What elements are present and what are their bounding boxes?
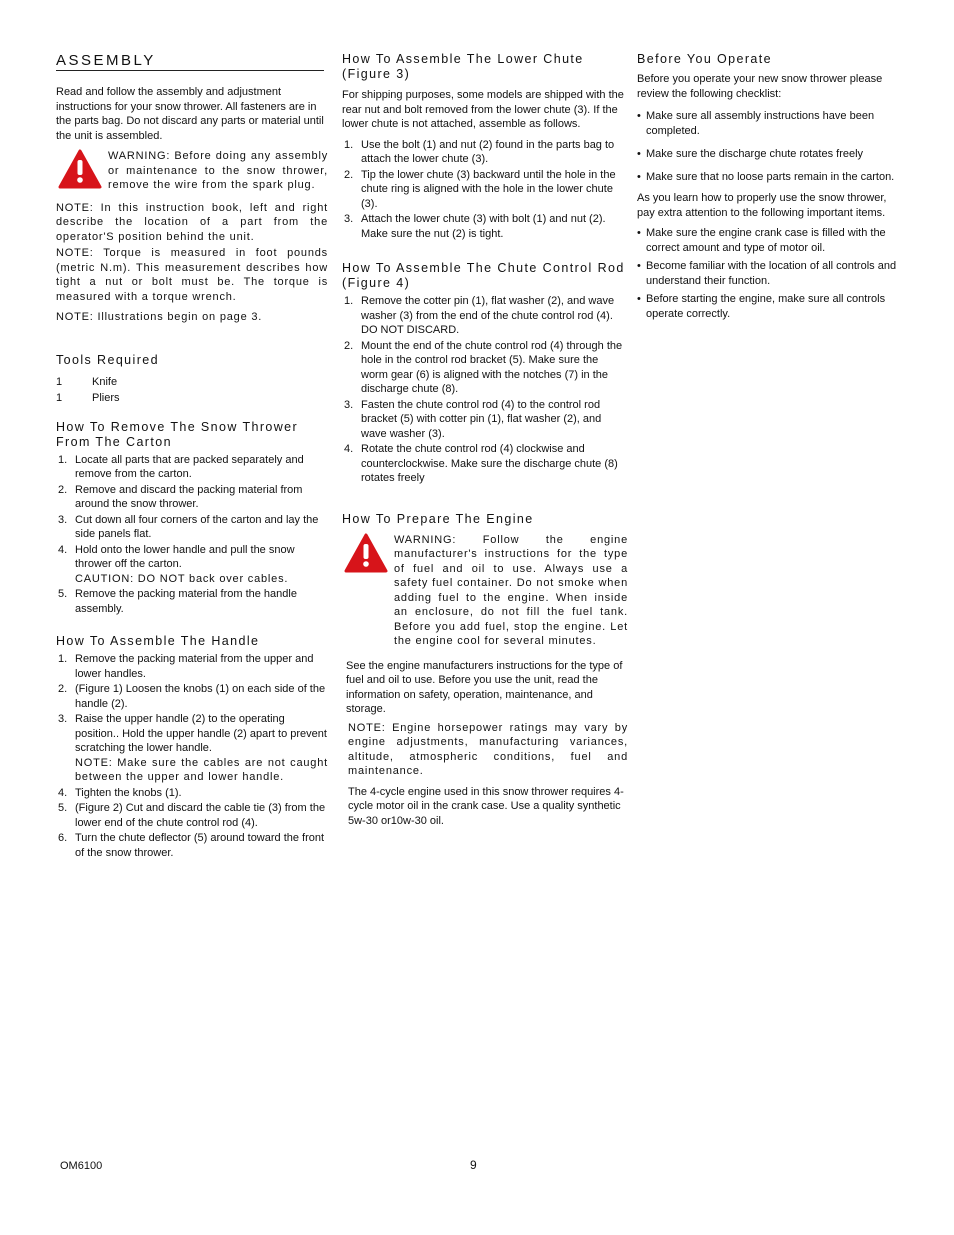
- list-item: 4. Rotate the chute control rod (4) clockwise and counterclockwise. Make sure the discharge chute (8) rotates freely: [344, 443, 618, 484]
- list-item: 5. Remove the packing material from the handle assembly.: [58, 588, 297, 615]
- operate-heading: Before You Operate: [637, 52, 773, 66]
- tools-list: [56, 374, 328, 406]
- caution-note: CAUTION: DO NOT back over cables.: [75, 572, 289, 585]
- section-title: ASSEMBLY: [56, 52, 324, 71]
- note-left-right: NOTE: In this instruction book, left and right describe the location of a part from the operator'S position behind the unit.: [56, 201, 328, 243]
- tool-item: 1 Knife: [56, 375, 118, 388]
- list-item: 3. Raise the upper handle (2) to the operating position.. Hold the upper handle (2) apart to prevent scratching the lower handle. NOTE: Make sure the cables are not caught between the upper and lower handle.: [58, 713, 328, 783]
- engine-note: NOTE: Engine horsepower ratings may vary by engine adjustments, manufacturing variances, altitude, atmospheric conditions, fuel and maintenance.: [348, 721, 628, 777]
- list-item: 4. Tighten the knobs (1).: [58, 786, 182, 799]
- note-torque: NOTE: Torque is measured in foot pounds (metric N.m). This measurement describes how tight a nut or bolt must be. The torque is measured with a torque wrench.: [56, 247, 328, 303]
- chute-rod-heading: How To Assemble The Chute Control Rod (Figure 4): [342, 261, 625, 290]
- list-item: 1. Locate all parts that are packed separately and remove from the carton.: [58, 453, 304, 480]
- learn-paragraph: As you learn how to properly use the snow thrower, pay extra attention to the following important items.: [637, 192, 887, 219]
- warning-text: WARNING: Before doing any assembly or maintenance to the snow thrower, remove the wire from the spark plug.: [108, 150, 328, 191]
- operate-intro: Before you operate your new snow thrower please review the following checklist:: [637, 73, 883, 100]
- list-item: • Make sure all assembly instructions have been completed.: [637, 109, 901, 139]
- list-item: • Make sure the discharge chute rotates freely: [637, 147, 901, 162]
- column-middle: [342, 52, 628, 828]
- handle-steps: [56, 652, 328, 860]
- handle-note: NOTE: Make sure the cables are not caught between the upper and lower handle.: [75, 756, 328, 783]
- list-item: 2. Remove and discard the packing material from around the snow thrower.: [58, 483, 303, 510]
- lower-chute-steps: [342, 138, 628, 242]
- list-item: 3. Cut down all four corners of the carton and lay the side panels flat.: [58, 513, 319, 540]
- engine-oil-paragraph: The 4-cycle engine used in this snow thrower requires 4-cycle motor oil in the crank case. Use a quality synthetic 5w-30 or10w-30 oil.: [348, 785, 624, 827]
- tool-item: 1 Pliers: [56, 391, 120, 404]
- list-item: • Before starting the engine, make sure all controls operate correctly.: [637, 292, 901, 322]
- remove-steps: [56, 453, 328, 617]
- checklist: [637, 109, 901, 185]
- note-illustrations: NOTE: Illustrations begin on page 3.: [56, 311, 263, 323]
- list-item: 2. (Figure 1) Loosen the knobs (1) on each side of the handle (2).: [58, 683, 326, 710]
- column-left: [56, 52, 328, 861]
- page-number: 9: [470, 1158, 477, 1172]
- list-item: 2. Tip the lower chute (3) backward until the hole in the chute ring is aligned with the hole in the lower chute (3).: [344, 168, 616, 210]
- handle-heading: How To Assemble The Handle: [56, 634, 260, 648]
- intro-paragraph: Read and follow the assembly and adjustment instructions for your snow thrower. All fasteners are in the parts bag. Do not discard any parts or material until the unit is assembled.: [56, 86, 324, 142]
- list-item: 3. Fasten the chute control rod (4) to the control rod bracket (5) with cotter pin (1), flat washer (2), and wave washer (3).: [344, 398, 602, 440]
- engine-warning-block: [342, 533, 628, 649]
- warning-icon: [344, 533, 388, 573]
- engine-paragraph: See the engine manufacturers instructions for the type of fuel and oil to use. Before you use the unit, read the information on safety, operation, maintenance, and storage.: [346, 659, 623, 715]
- list-item: • Become familiar with the location of all controls and understand their function.: [637, 259, 901, 289]
- list-item: 1. Remove the cotter pin (1), flat washer (2), and wave washer (3) from the end of the chute control rod (4). DO NOT DISCARD.: [344, 295, 615, 336]
- engine-heading: How To Prepare The Engine: [342, 511, 534, 526]
- list-item: 1. Use the bolt (1) and nut (2) found in the parts bag to attach the lower chute (3).: [344, 138, 615, 165]
- list-item: 3. Attach the lower chute (3) with bolt (1) and nut (2). Make sure the nut (2) is tight.: [344, 213, 606, 240]
- list-item: 2. Mount the end of the chute control rod (4) through the hole in the control rod bracket (5). Make sure the worm gear (6) is aligned with the notches (7) in the discharge chute (8).: [344, 339, 623, 395]
- list-item: • Make sure the engine crank case is filled with the correct amount and type of motor oil.: [637, 226, 901, 256]
- warning-block: [56, 149, 328, 193]
- tools-heading: Tools Required: [56, 352, 159, 367]
- important-items: [637, 226, 901, 322]
- column-right: [637, 52, 901, 322]
- list-item: 1. Remove the packing material from the upper and lower handles.: [58, 653, 314, 680]
- list-item: 4. Hold onto the lower handle and pull the snow thrower off the carton. CAUTION: DO NOT back over cables.: [56, 543, 328, 587]
- document-id: OM6100: [60, 1160, 103, 1172]
- list-item: 5. (Figure 2) Cut and discard the cable tie (3) from the lower end of the chute control rod (4).: [58, 802, 326, 829]
- lower-chute-heading: How To Assemble The Lower Chute (Figure 3): [342, 52, 584, 81]
- engine-warning-text: WARNING: Follow the engine manufacturer's instructions for the type of fuel and oil to use. Always use a safety fuel container. Do not smoke when adding fuel to the engine. When inside an enclosure, do not fill the fuel tank. Before you add fuel, stop the engine. Let the engine cool for several minutes.: [394, 533, 628, 647]
- list-item: 6. Turn the chute deflector (5) around toward the front of the snow thrower.: [58, 832, 325, 859]
- remove-heading: How To Remove The Snow Thrower From The Carton: [56, 419, 299, 449]
- chute-rod-steps: [342, 294, 628, 486]
- lower-chute-intro: For shipping purposes, some models are shipped with the rear nut and bolt removed from the lower chute (3). If the lower chute is not attached, assemble as follows.: [342, 89, 624, 130]
- list-item: • Make sure that no loose parts remain in the carton.: [637, 170, 901, 185]
- warning-icon: [58, 149, 102, 189]
